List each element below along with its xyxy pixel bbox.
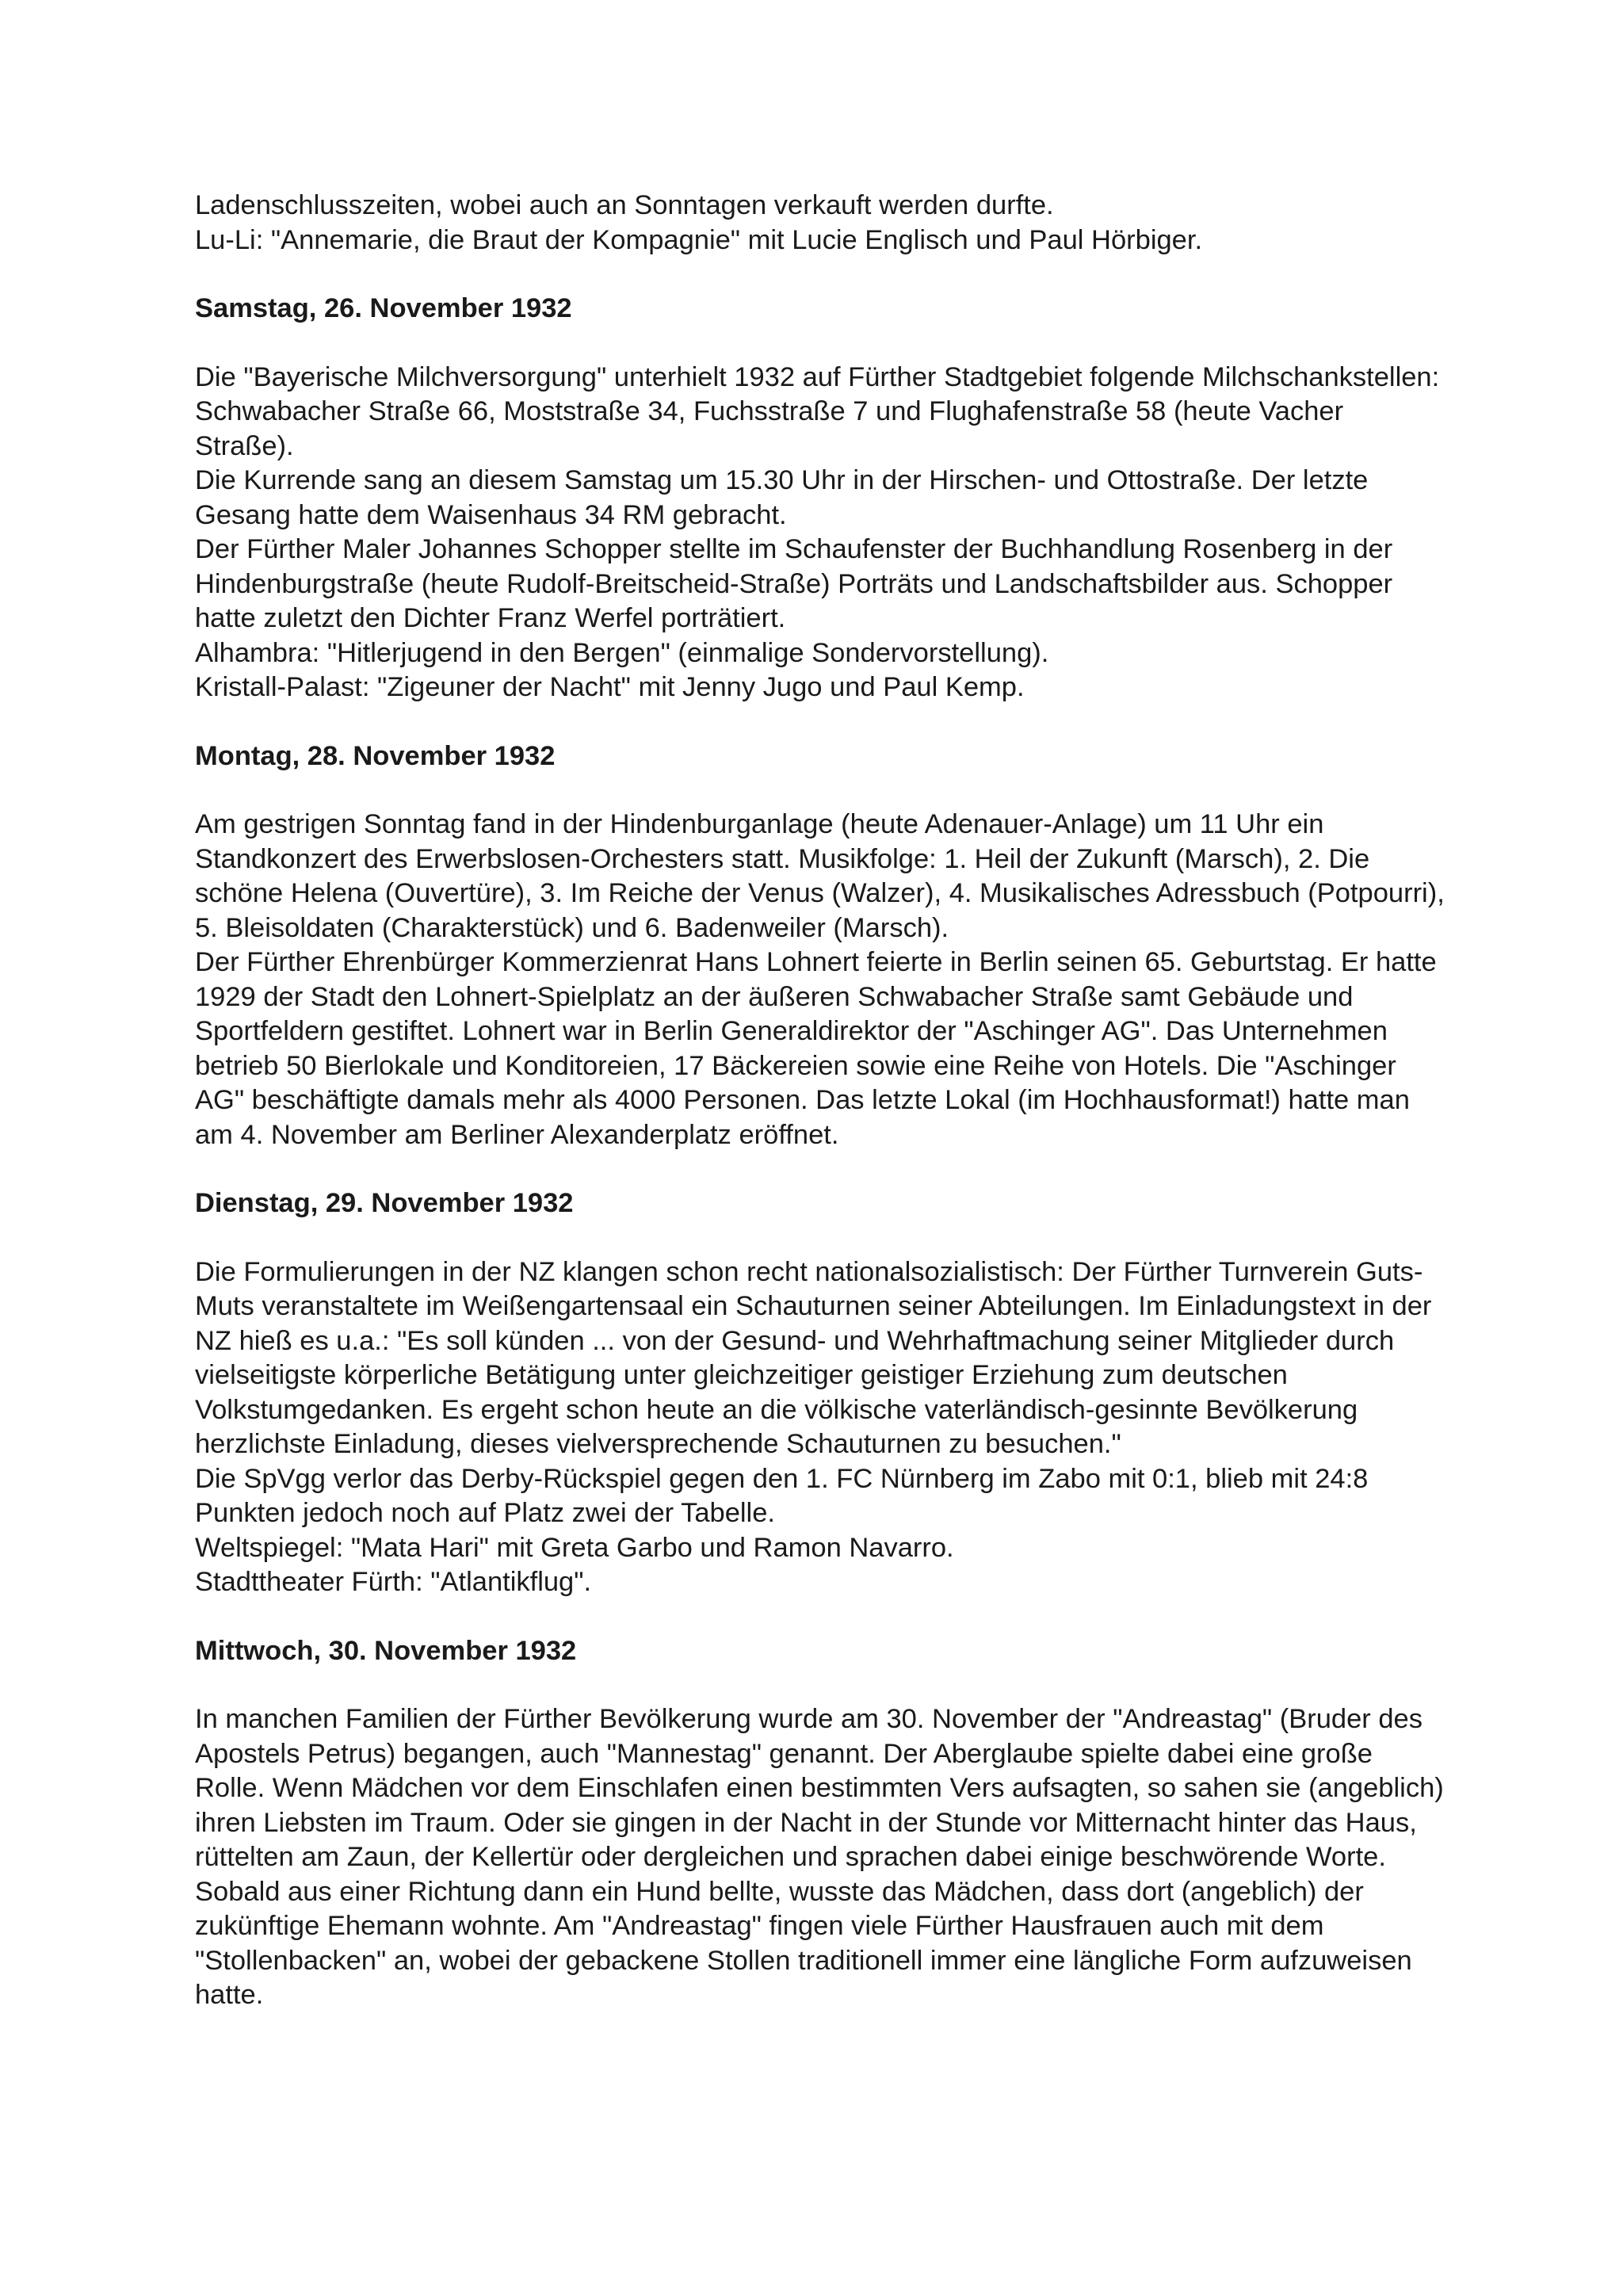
- section-heading: Dienstag, 29. November 1932: [195, 1188, 574, 1218]
- document-page: [195, 189, 1447, 2013]
- section-paragraph: Die "Bayerische Milchversorgung" unterhielt 1932 auf Fürther Stadtgebiet folgende Milchschankstellen: Schwabacher Straße 66, Moststraße 34, Fuchsstraße 7 und Flughafenstraße 58 (heute Vacher Straße).: [195, 361, 1440, 461]
- section-dienstag-29-november: [195, 1186, 1447, 1600]
- section-montag-28-november: [195, 739, 1447, 1153]
- section-paragraph: Weltspiegel: "Mata Hari" mit Greta Garbo und Ramon Navarro.: [195, 1532, 954, 1563]
- section-paragraph: Die SpVgg verlor das Derby-Rückspiel gegen den 1. FC Nürnberg im Zabo mit 0:1, blieb mit 24:8 Punkten jedoch noch auf Platz zwei der Tabelle.: [195, 1463, 1369, 1528]
- section-paragraph: Die Formulierungen in der NZ klangen schon recht nationalsozialistisch: Der Fürther Turnverein Guts-Muts veranstaltete im Weißengartensaal ein Schauturnen seiner Abteilungen. Im Einladungstext in der NZ hieß es u.a.: "Es soll künden ... von der Gesund- und Wehrhaftmachung seiner Mitglieder durch vielseitigste körperliche Betätigung unter gleichzeitiger geistiger Erziehung zum deutschen Volkstumgedanken. Es ergeht schon heute an die völkische vaterländisch-gesinnte Bevölkerung herzlichste Einladung, dieses vielversprechende Schauturnen zu besuchen.": [195, 1256, 1432, 1459]
- section-paragraph: Der Fürther Maler Johannes Schopper stellte im Schaufenster der Buchhandlung Rosenberg in der Hindenburgstraße (heute Rudolf-Breitscheid-Straße) Porträts und Landschaftsbilder aus. Schopper hatte zuletzt den Dichter Franz Werfel porträtiert.: [195, 534, 1393, 633]
- intro-block: [195, 189, 1447, 258]
- intro-paragraph: Lu-Li: "Annemarie, die Braut der Kompagnie" mit Lucie Englisch und Paul Hörbiger.: [195, 224, 1203, 255]
- section-paragraph: Die Kurrende sang an diesem Samstag um 15.30 Uhr in der Hirschen- und Ottostraße. Der letzte Gesang hatte dem Waisenhaus 34 RM gebracht.: [195, 465, 1369, 530]
- section-heading: Samstag, 26. November 1932: [195, 293, 572, 323]
- section-paragraph: Alhambra: "Hitlerjugend in den Bergen" (einmalige Sondervorstellung).: [195, 637, 1049, 668]
- section-paragraph: Am gestrigen Sonntag fand in der Hindenburganlage (heute Adenauer-Anlage) um 11 Uhr ein Standkonzert des Erwerbslosen-Orchesters statt. Musikfolge: 1. Heil der Zukunft (Marsch), 2. Die schöne Helena (Ouvertüre), 3. Im Reiche der Venus (Walzer), 4. Musikalisches Adressbuch (Potpourri), 5. Bleisoldaten (Charakterstück) und 6. Badenweiler (Marsch).: [195, 809, 1445, 943]
- section-heading: Montag, 28. November 1932: [195, 740, 556, 771]
- section-samstag-26-november: [195, 292, 1447, 705]
- section-mittwoch-30-november: [195, 1634, 1447, 2013]
- section-paragraph: In manchen Familien der Fürther Bevölkerung wurde am 30. November der "Andreastag" (Bruder des Apostels Petrus) begangen, auch "Mannestag" genannt. Der Aberglaube spielte dabei eine große Rolle. Wenn Mädchen vor dem Einschlafen einen bestimmten Vers aufsagten, so sahen sie (angeblich) ihren Liebsten im Traum. Oder sie gingen in der Nacht in der Stunde vor Mitternacht hinter das Haus, rüttelten am Zaun, der Kellertür oder dergleichen und sprachen dabei einige beschwörende Worte. Sobald aus einer Richtung dann ein Hund bellte, wusste das Mädchen, dass dort (angeblich) der zukünftige Ehemann wohnte. Am "Andreastag" fingen viele Fürther Hausfrauen auch mit dem "Stollenbacken" an, wobei der gebackene Stollen traditionell immer eine längliche Form aufzuweisen hatte.: [195, 1704, 1444, 2010]
- intro-paragraph: Ladenschlusszeiten, wobei auch an Sonntagen verkauft werden durfte.: [195, 190, 1054, 220]
- section-paragraph: Kristall-Palast: "Zigeuner der Nacht" mit Jenny Jugo und Paul Kemp.: [195, 672, 1025, 702]
- section-paragraph: Stadttheater Fürth: "Atlantikflug".: [195, 1567, 592, 1597]
- section-heading: Mittwoch, 30. November 1932: [195, 1635, 577, 1666]
- section-paragraph: Der Fürther Ehrenbürger Kommerzienrat Hans Lohnert feierte in Berlin seinen 65. Geburtstag. Er hatte 1929 der Stadt den Lohnert-Spielplatz an der äußeren Schwabacher Straße samt Gebäude und Sportfeldern gestiftet. Lohnert war in Berlin Generaldirektor der "Aschinger AG". Das Unternehmen betrieb 50 Bierlokale und Konditoreien, 17 Bäckereien sowie eine Reihe von Hotels. Die "Aschinger AG" beschäftigte damals mehr als 4000 Personen. Das letzte Lokal (im Hochhausformat!) hatte man am 4. November am Berliner Alexanderplatz eröffnet.: [195, 947, 1437, 1150]
